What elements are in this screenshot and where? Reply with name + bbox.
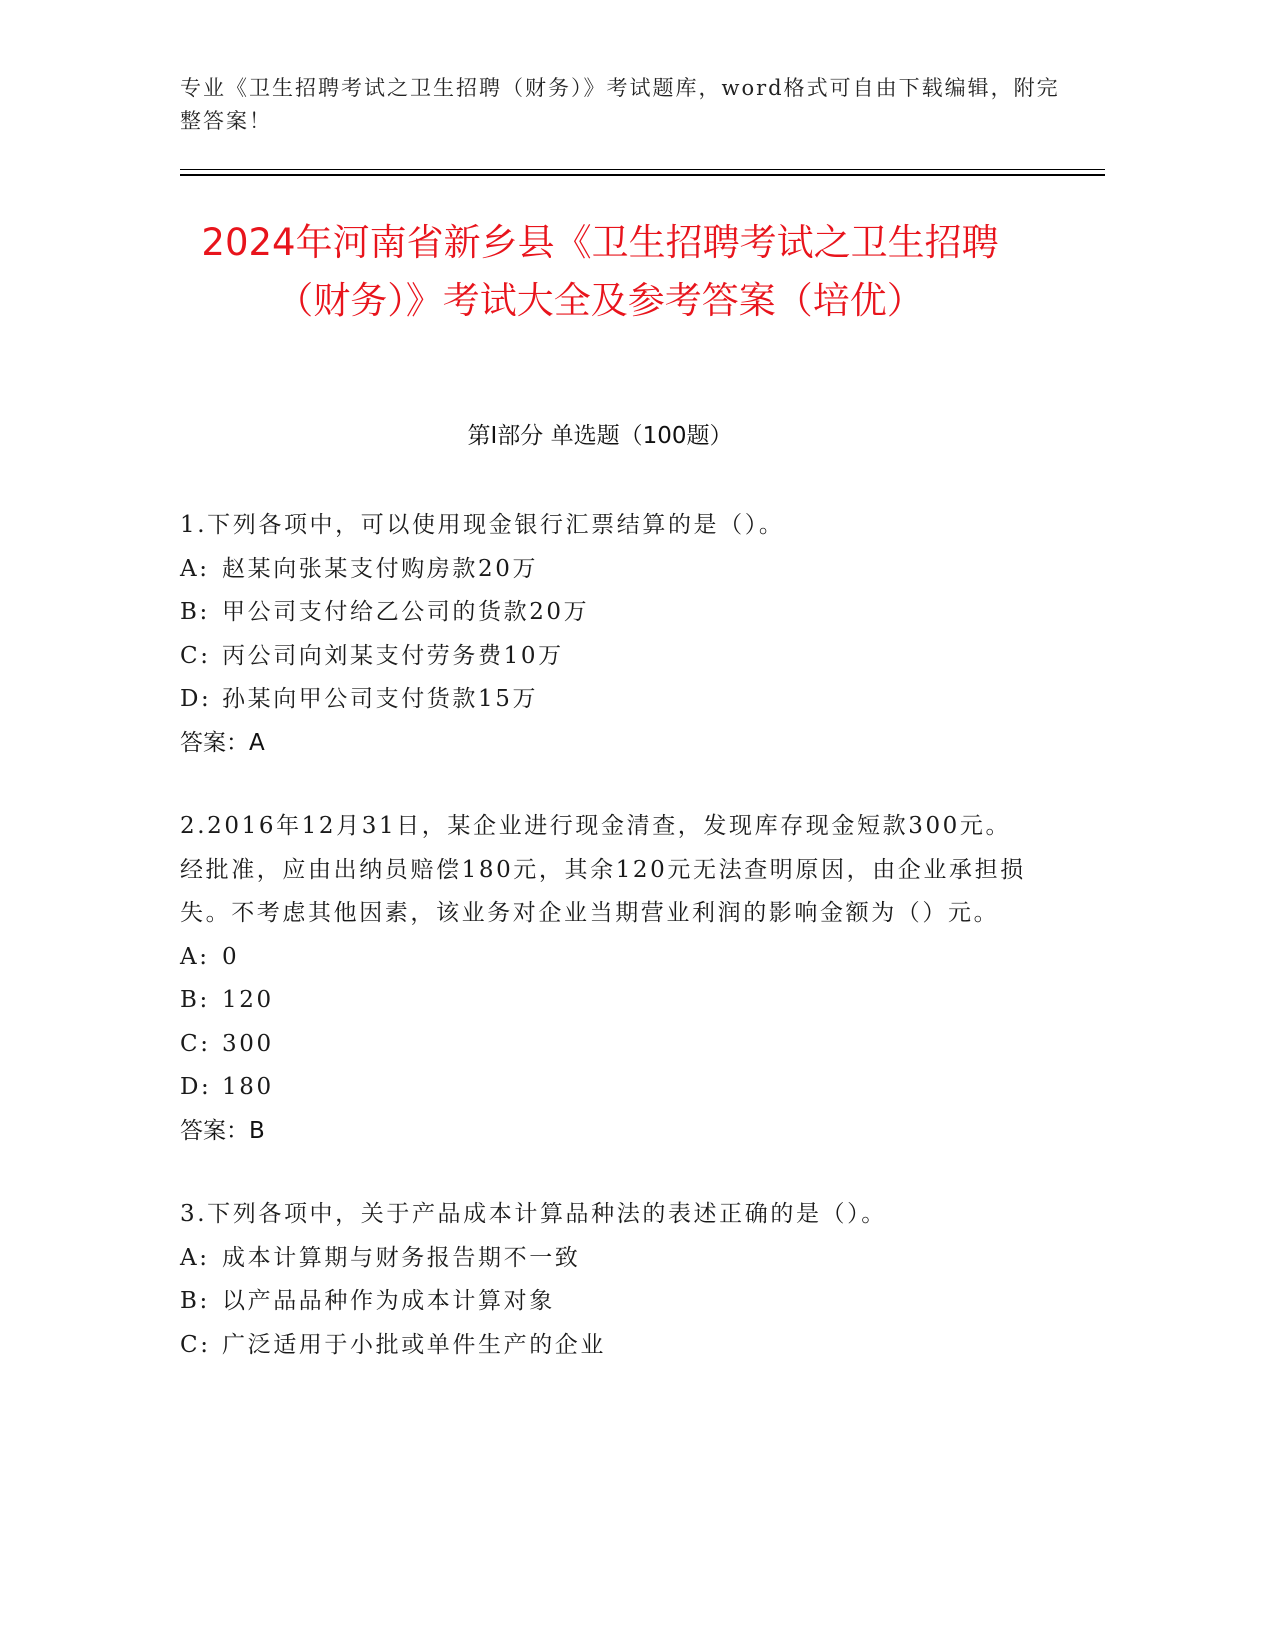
- option-d: [180, 678, 1030, 722]
- question-list: [180, 504, 1030, 1407]
- section-title: 第Ⅰ部分 单选题（100题）: [467, 423, 733, 449]
- option-key: A:: [180, 1244, 210, 1271]
- question-item: [180, 805, 1030, 1153]
- option-key: C:: [180, 1331, 211, 1358]
- option-a: [180, 1237, 1030, 1281]
- option-key: B:: [180, 599, 210, 625]
- option-key: B:: [180, 1288, 210, 1314]
- option-key: D:: [180, 1074, 212, 1100]
- option-text: 孙某向甲公司支付货款15万: [222, 686, 539, 712]
- option-text: 以产品品种作为成本计算对象: [222, 1288, 555, 1314]
- header-rule-thick: [180, 174, 1105, 176]
- option-text: 180: [222, 1074, 274, 1100]
- option-key: B:: [180, 987, 210, 1013]
- question-stem: 1.下列各项中，可以使用现金银行汇票结算的是（）。: [180, 512, 785, 538]
- option-text: 广泛适用于小批或单件生产的企业: [222, 1331, 606, 1358]
- answer-line: 答案：A: [180, 729, 265, 756]
- option-text: 丙公司向刘某支付劳务费10万: [222, 642, 564, 669]
- option-key: D:: [180, 686, 212, 712]
- option-b: [180, 1280, 1030, 1324]
- option-c: [180, 1324, 1030, 1368]
- answer-line: 答案：B: [180, 1117, 265, 1144]
- option-text: 120: [222, 987, 274, 1013]
- option-text: 甲公司支付给乙公司的货款20万: [222, 599, 590, 625]
- option-key: C:: [180, 1030, 211, 1057]
- option-key: A:: [180, 943, 210, 970]
- option-text: 0: [222, 943, 240, 970]
- option-b: [180, 591, 1030, 635]
- option-b: [180, 979, 1030, 1023]
- option-key: C:: [180, 642, 211, 669]
- question-stem: 3.下列各项中，关于产品成本计算品种法的表述正确的是（）。: [180, 1201, 887, 1227]
- option-key: A:: [180, 555, 210, 582]
- question-item: [180, 504, 1030, 765]
- header-rule-thin: [180, 169, 1105, 170]
- option-text: 成本计算期与财务报告期不一致: [222, 1244, 581, 1271]
- option-c: [180, 635, 1030, 679]
- question-stem: 2.2016年12月31日，某企业进行现金清查，发现库存现金短款300元。经批准，应由出纳员赔偿180元，其余120元无法查明原因，由企业承担损失。不考虑其他因素，该业务对企业当期营业利润的影响金额为（）元。: [180, 813, 1026, 926]
- document-title: 2024年河南省新乡县《卫生招聘考试之卫生招聘（财务）》考试大全及参考答案（培优）: [201, 221, 999, 322]
- option-text: 赵某向张某支付购房款20万: [222, 555, 539, 582]
- option-a: [180, 548, 1030, 592]
- option-text: 300: [222, 1030, 274, 1057]
- header-note: 专业《卫生招聘考试之卫生招聘（财务）》考试题库，word格式可自由下载编辑，附完整答案！: [180, 76, 1060, 133]
- option-d: [180, 1066, 1030, 1110]
- option-a: [180, 936, 1030, 980]
- question-item: [180, 1193, 1030, 1367]
- option-c: [180, 1023, 1030, 1067]
